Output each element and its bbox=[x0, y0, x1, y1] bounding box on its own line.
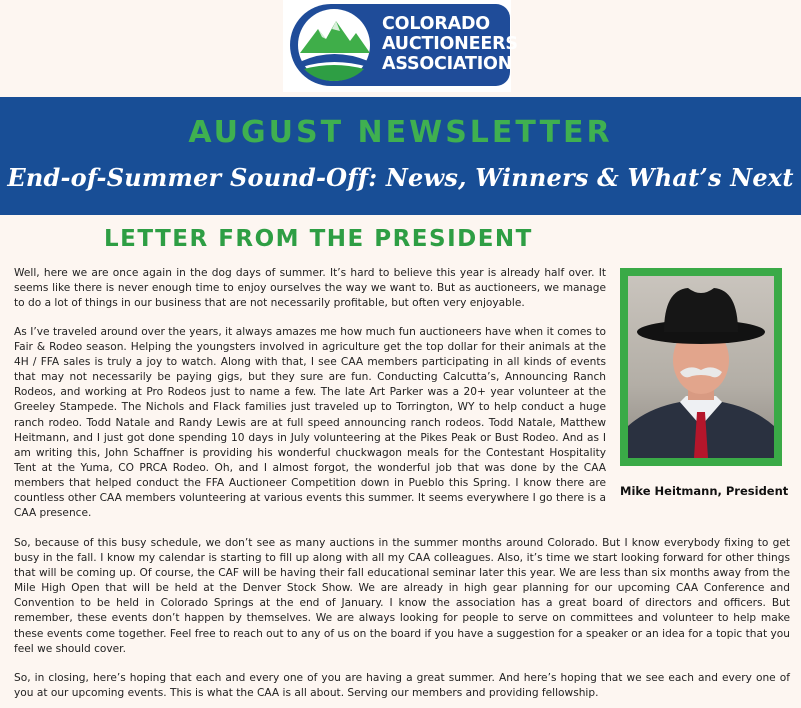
newsletter-title: AUGUST NEWSLETTER bbox=[188, 115, 613, 150]
logo bbox=[283, 0, 518, 92]
letter-paragraph-4: So, in closing, here’s hoping that each and every one of you are having a great summer. And here’s hoping that we see each and every one of you at our upcoming events. This is what the CAA is all about. Serving our members and providing fellowship. bbox=[14, 672, 790, 700]
letter-paragraph-3: So, because of this busy schedule, we don’t see as many auctions in the summer months around Colorado. But I know everybody fixing to get busy in the fall. I know my calendar is starting to fill up along with all my CAA colleagues. Also, it’s time we start looking forward for other things that will be coming up. Of course, the CAF will be having their fall educational seminar later this year. We are less than six months away from the Mile High Open that will be held at the Denver Stock Show. We are already in high gear planning for our upcoming CAA Conference and Convention to be held in Colorado Springs at the end of January. I know the association has a great board of directors and officers. But remember, these events don’t happen by themselves. We are always looking for people to serve on committees and volunteer to help make these events come together. Feel free to reach out to any of us on the board if you have a suggestion for a speaker or an idea for a topic that you feel we should cover. bbox=[14, 537, 790, 655]
newsletter-banner bbox=[0, 97, 801, 215]
photo-caption: Mike Heitmann, President bbox=[620, 484, 789, 498]
cowboy-portrait-icon bbox=[628, 276, 774, 458]
newsletter-subtitle: End-of-Summer Sound-Off: News, Winners & What’s Next bbox=[7, 163, 794, 192]
logo-line-2: AUCTIONEERS bbox=[382, 34, 518, 54]
president-photo-frame bbox=[620, 268, 782, 466]
logo-line-3: ASSOCIATION bbox=[382, 54, 513, 74]
president-photo bbox=[628, 276, 774, 458]
mountain-emblem-icon bbox=[296, 7, 380, 83]
letter-paragraph-2: As I’ve traveled around over the years, it always amazes me how much fun auctioneers have when it comes to Fair & Rodeo season. Helping the youngsters involved in agriculture get the top dollar for their animals at the 4H / FFA sales is truly a joy to watch. Along with that, I see CAA members participating in all kinds of events that may not necessarily be paying gigs, but they sure are fun. Conducting Calcutta’s, Announcing Ranch Rodeos, and working at Pro Rodeos just to name a few. The late Art Parker was a 20+ year volunteer at the Greeley Stampede. The Nichols and Flack families just traveled up to Torrington, WY to help conduct a huge ranch rodeo. Todd Natale and Randy Lewis are at full speed announcing ranch rodeos. Todd Natale, Matthew Heitmann, and I just got done spending 10 days in July volunteering at the Pikes Peak or Bust Rodeo. And as I am writing this, John Schaffner is providing his wonderful chuckwagon meals for the Contestant Hospitality Tent at the Yuma, CO PRCA Rodeo. Oh, and I almost forgot, the wonderful job that was done by the CAA members that helped conduct the FFA Auctioneer Competition down in Pueblo this Spring. I know there are countless other CAA members volunteering at various events this summer. It seems everywhere I go there is a CAA presence. bbox=[14, 326, 606, 520]
letter-paragraph-1: Well, here we are once again in the dog days of summer. It’s hard to believe this year is already half over. It seems like there is never enough time to enjoy ourselves the way we want to. But as auctioneers, we manage to do a lot of things in our business that are not necessarily profitable, but often very enjoyable. bbox=[14, 267, 606, 310]
section-heading: LETTER FROM THE PRESIDENT bbox=[104, 226, 533, 252]
logo-line-1: COLORADO bbox=[382, 14, 490, 34]
logo-badge bbox=[290, 4, 518, 86]
logo-wordmark bbox=[382, 14, 518, 74]
